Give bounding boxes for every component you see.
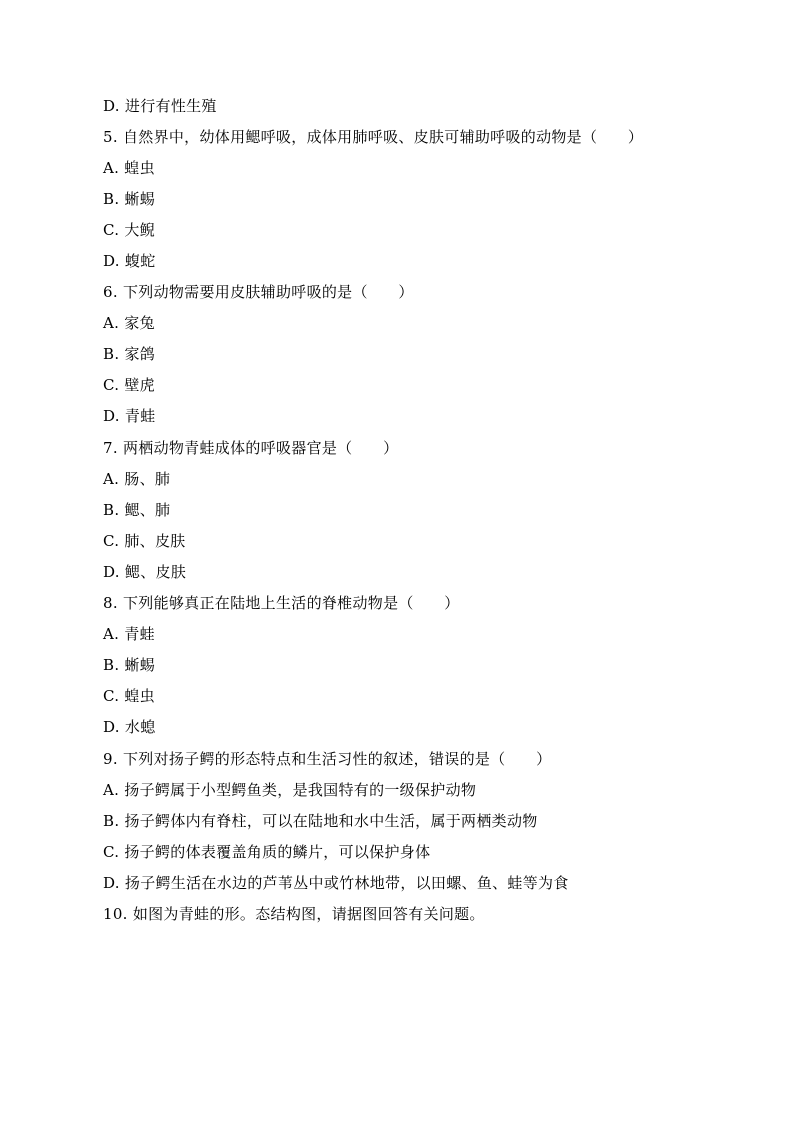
option-b-q6: B. 家鸽 <box>103 345 156 363</box>
option-a-q5: A. 蝗虫 <box>103 159 155 177</box>
option-b-q8: B. 蜥蜴 <box>103 656 156 674</box>
option-c-q8: C. 蝗虫 <box>103 687 155 705</box>
question-6: 6. 下列动物需要用皮肤辅助呼吸的是（ ） <box>103 283 414 301</box>
option-b-q9: B. 扬子鳄体内有脊柱，可以在陆地和水中生活，属于两栖类动物 <box>103 812 538 830</box>
option-d-q6: D. 青蛙 <box>103 407 156 425</box>
option-d-q9: D. 扬子鳄生活在水边的芦苇丛中或竹林地带，以田螺、鱼、蛙等为食 <box>103 874 569 892</box>
option-c-q6: C. 壁虎 <box>103 376 155 394</box>
option-d-q7: D. 鳃、皮肤 <box>103 563 187 581</box>
option-a-q7: A. 肠、肺 <box>103 470 171 488</box>
option-b-q5: B. 蜥蜴 <box>103 190 156 208</box>
option-c-q7: C. 肺、皮肤 <box>103 532 186 550</box>
option-b-q7: B. 鳃、肺 <box>103 501 171 519</box>
option-d-q8: D. 水螅 <box>103 718 156 736</box>
option-a-q8: A. 青蛙 <box>103 625 155 643</box>
question-10: 10. 如图为青蛙的形。态结构图，请据图回答有关问题。 <box>103 905 485 923</box>
option-a-q9: A. 扬子鳄属于小型鳄鱼类，是我国特有的一级保护动物 <box>103 781 477 799</box>
option-d-q4: D. 进行有性生殖 <box>103 97 217 115</box>
option-d-q5: D. 蝮蛇 <box>103 252 156 270</box>
question-9: 9. 下列对扬子鳄的形态特点和生活习性的叙述，错误的是（ ） <box>103 750 552 768</box>
option-c-q9: C. 扬子鳄的体表覆盖角质的鳞片，可以保护身体 <box>103 843 431 861</box>
option-a-q6: A. 家兔 <box>103 314 155 332</box>
question-8: 8. 下列能够真正在陆地上生活的脊椎动物是（ ） <box>103 594 460 612</box>
question-5: 5. 自然界中，幼体用鳃呼吸，成体用肺呼吸、皮肤可辅助呼吸的动物是（ ） <box>103 128 644 146</box>
question-7: 7. 两栖动物青蛙成体的呼吸器官是（ ） <box>103 439 399 457</box>
option-c-q5: C. 大鲵 <box>103 221 155 239</box>
